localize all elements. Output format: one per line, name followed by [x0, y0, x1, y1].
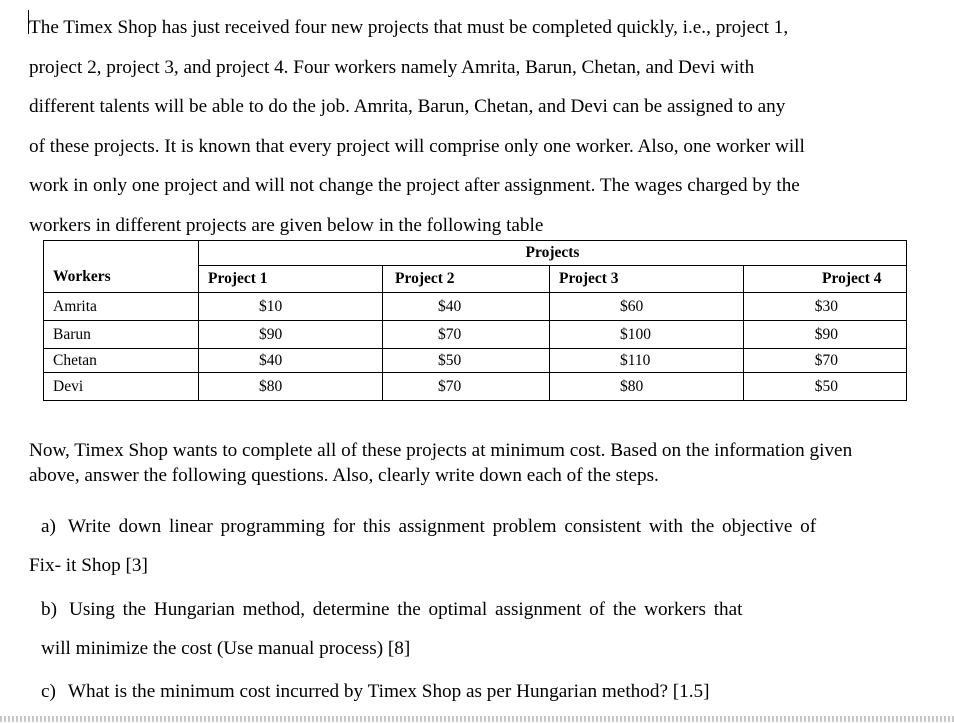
- wage-cell: $90: [199, 321, 383, 349]
- wage-cell: $100: [550, 321, 744, 349]
- wage-cell: $70: [383, 321, 550, 349]
- question-b-line-1: [41, 590, 911, 629]
- question-a: [29, 507, 911, 585]
- worker-name: Devi: [44, 373, 199, 401]
- table-group-header-row: [44, 241, 907, 266]
- question-b-line-2: will minimize the cost (Use manual process) [8]: [41, 638, 411, 659]
- intro-line: workers in different projects are given below in the following table: [29, 214, 544, 236]
- wage-cell: $50: [744, 373, 907, 401]
- workers-header: Workers: [44, 241, 199, 293]
- wage-cell: $60: [550, 293, 744, 321]
- wage-cell: $70: [744, 349, 907, 373]
- project-2-header: Project 2: [383, 266, 550, 293]
- intro-line: of these projects. It is known that every project will comprise only one worker. Also, one worker will: [29, 135, 805, 157]
- page-bottom-divider: [0, 716, 954, 722]
- question-c-label: c): [41, 681, 56, 702]
- wage-cell: $30: [744, 293, 907, 321]
- intro-line: project 2, project 3, and project 4. Four workers namely Amrita, Barun, Chetan, and Devi with: [29, 56, 755, 78]
- wage-cell: $110: [550, 349, 744, 373]
- wage-cell: $80: [199, 373, 383, 401]
- projects-group-header: Projects: [199, 241, 907, 266]
- table-row: [44, 321, 907, 349]
- table-row: [44, 349, 907, 373]
- question-c-text: What is the minimum cost incurred by Timex Shop as per Hungarian method? [1.5]: [67, 681, 710, 702]
- worker-name: Amrita: [44, 293, 199, 321]
- table-row: [44, 293, 907, 321]
- question-a-line-1: [41, 507, 911, 546]
- followup-line: Now, Timex Shop wants to complete all of these projects at minimum cost. Based on the information given: [29, 440, 853, 461]
- question-b: [41, 590, 911, 668]
- followup-paragraph: [29, 438, 954, 488]
- intro-line: The Timex Shop has just received four new projects that must be completed quickly, i.e., project 1,: [29, 17, 789, 38]
- worker-name: Chetan: [44, 349, 199, 373]
- wage-cell: $90: [744, 321, 907, 349]
- wage-cell: $10: [199, 293, 383, 321]
- question-c-line-1: [41, 672, 911, 711]
- project-3-header: Project 3: [550, 266, 744, 293]
- project-1-header: Project 1: [199, 266, 383, 293]
- project-4-header: Project 4: [744, 266, 907, 293]
- intro-paragraph: [29, 8, 939, 245]
- question-b-text: Using the Hungarian method, determine the optimal assignment of the workers that: [68, 599, 743, 620]
- question-a-label: a): [41, 516, 56, 537]
- question-b-label: b): [41, 599, 57, 620]
- wage-cell: $80: [550, 373, 744, 401]
- question-a-line-2: Fix- it Shop [3]: [29, 555, 148, 576]
- table-row: [44, 373, 907, 401]
- intro-line: different talents will be able to do the job. Amrita, Barun, Chetan, and Devi can be assigned to any: [29, 96, 786, 117]
- wage-cell: $40: [383, 293, 550, 321]
- worker-name: Barun: [44, 321, 199, 349]
- question-a-text: Write down linear programming for this assignment problem consistent with the objective of: [67, 516, 817, 537]
- question-c: [41, 672, 911, 711]
- wages-table: [43, 240, 907, 401]
- followup-line: above, answer the following questions. Also, clearly write down each of the steps.: [29, 465, 659, 486]
- wage-cell: $50: [383, 349, 550, 373]
- intro-line: work in only one project and will not change the project after assignment. The wages charged by the: [29, 175, 800, 196]
- wage-cell: $70: [383, 373, 550, 401]
- wage-cell: $40: [199, 349, 383, 373]
